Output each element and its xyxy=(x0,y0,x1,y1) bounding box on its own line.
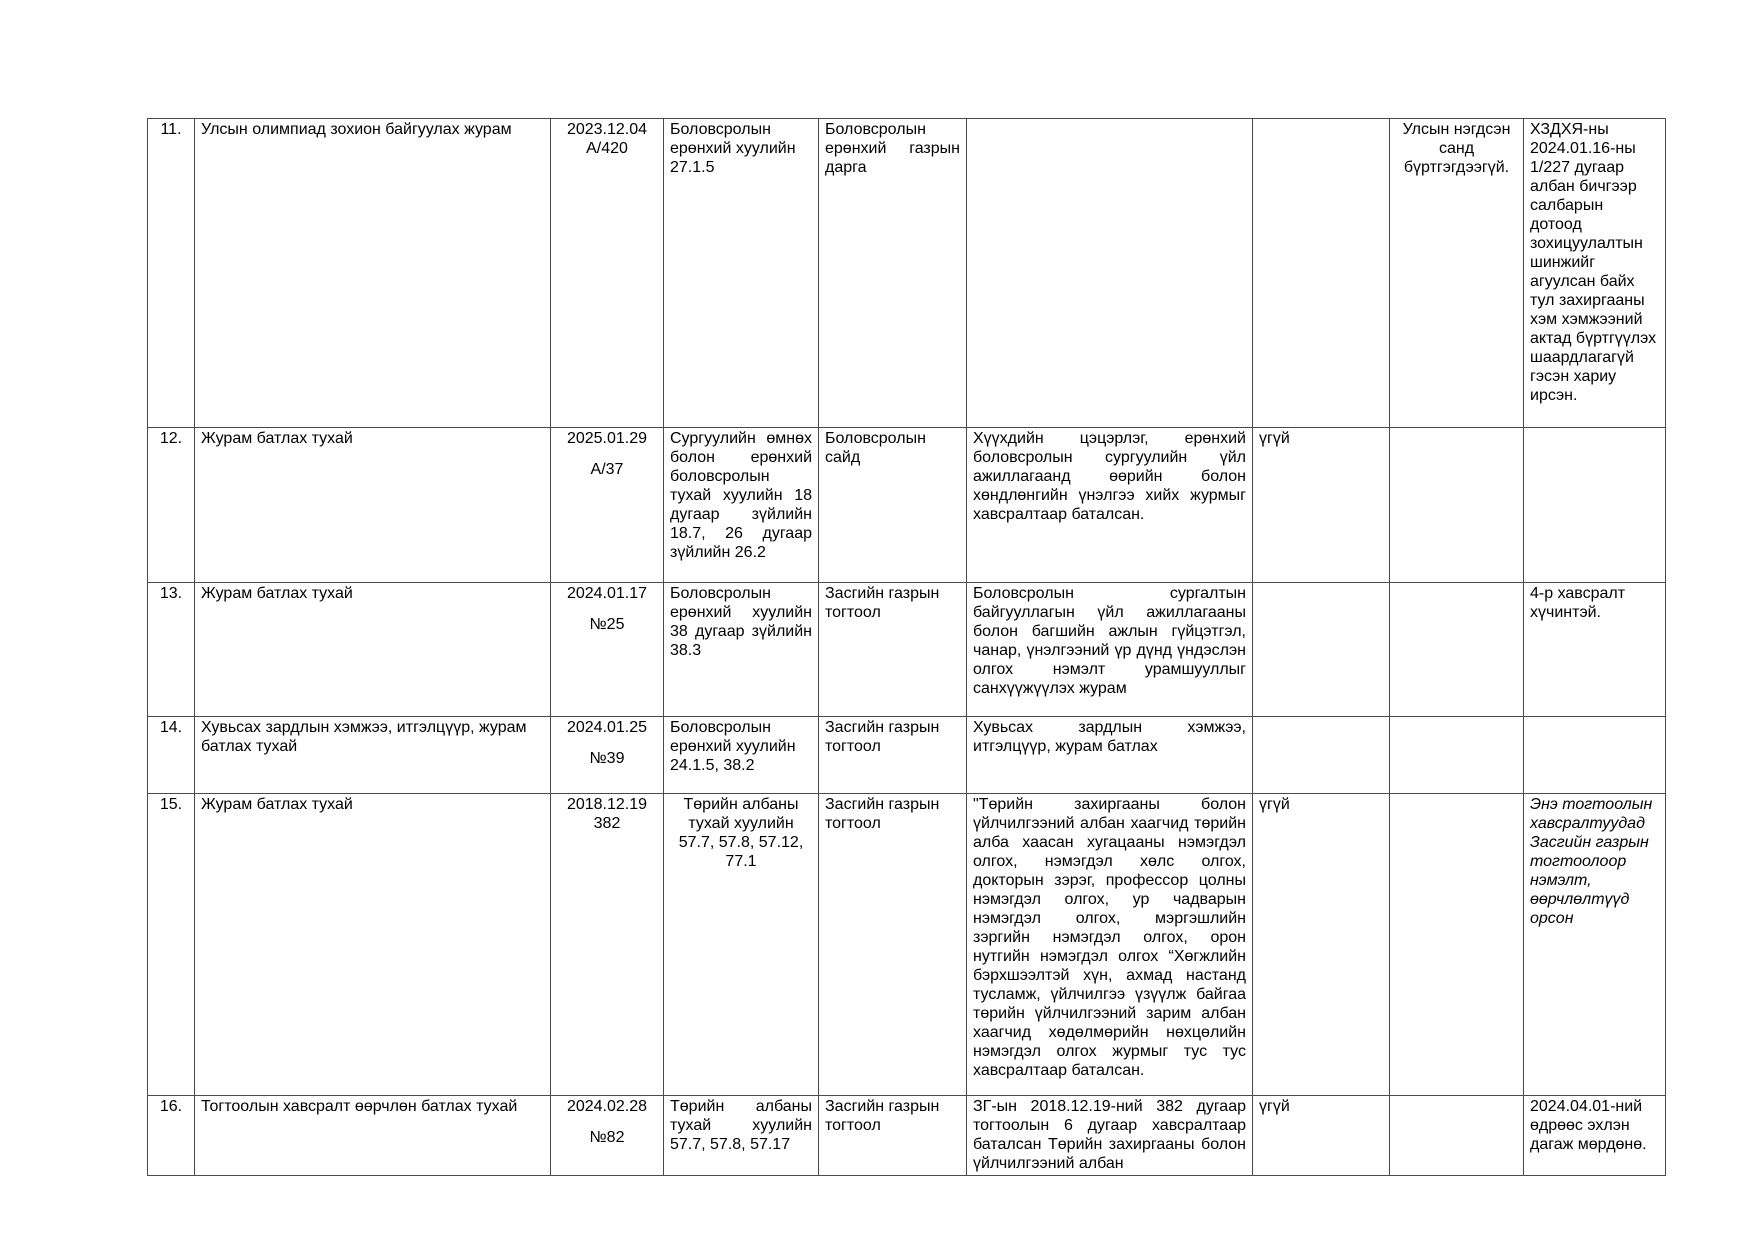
regulations-table xyxy=(147,118,1666,1176)
note: 2024.04.01-ний өдрөөс эхлэн дагаж мөрдөнө. xyxy=(1524,1096,1666,1176)
amended-status xyxy=(1253,717,1390,794)
issuer: Засгийн газрын тогтоол xyxy=(819,794,967,1096)
legal-basis: Боловсролын ерөнхий хуулийн 38 дугаар зүйлийн 38.3 xyxy=(664,583,819,717)
registry-status xyxy=(1390,1096,1524,1176)
registry-status xyxy=(1390,583,1524,717)
row-number: 16. xyxy=(148,1096,195,1176)
row-number: 14. xyxy=(148,717,195,794)
regulation-number: №25 xyxy=(589,616,625,633)
table-row xyxy=(148,119,1666,428)
registry-status xyxy=(1390,717,1524,794)
regulation-name: Журам батлах тухай xyxy=(195,583,551,717)
content: "Төрийн захиргааны болон үйлчилгээний албан хаагчид төрийн алба хаасан хугацааны нэмэгдэл олгох, нэмэгдэл хөлс олгох, докторын зэрэг, профессор цолны нэмэгдэл олгох, ур чадварын нэмэгдэл олгох, мэргэшлийн зэргийн нэмэгдэл олгох, орон нутгийн нэмэгдэл олгох “Хөгжлийн бэрхшээлтэй хүн, ахмад настанд тусламж, үйлчилгээ үзүүлж байгаа төрийн үйлчилгээний зарим албан хаагчид хөдөлмөрийн нөхцөлийн нэмэгдэл олгох журмыг тус тус хавсралтаар баталсан. xyxy=(967,794,1253,1096)
table-row xyxy=(148,583,1666,717)
regulation-number: А/420 xyxy=(586,140,628,157)
note: 4-р хавсралт хүчинтэй. xyxy=(1524,583,1666,717)
registry-status xyxy=(1390,428,1524,583)
legal-basis: Боловсролын ерөнхий хуулийн 24.1.5, 38.2 xyxy=(664,717,819,794)
date-number-cell xyxy=(551,119,664,428)
amended-status xyxy=(1253,583,1390,717)
regulation-date: 2018.12.19 xyxy=(566,796,648,813)
content-cell xyxy=(967,1096,1253,1176)
legal-basis: Боловсролын ерөнхий хуулийн 27.1.5 xyxy=(664,119,819,428)
regulation-date: 2024.01.25 xyxy=(566,719,648,736)
regulation-name: Тогтоолын хавсралт өөрчлөн батлах тухай xyxy=(195,1096,551,1176)
regulation-date: 2025.01.29 xyxy=(566,430,648,447)
amended-status: үгүй xyxy=(1253,428,1390,583)
content xyxy=(967,119,1253,428)
legal-basis: Төрийн албаны тухай хуулийн 57.7, 57.8, 57.12, 77.1 xyxy=(664,794,819,1096)
content: Хувьсах зардлын хэмжээ, итгэлцүүр, журам батлах xyxy=(967,717,1253,794)
date-number-cell xyxy=(551,428,664,583)
issuer: Боловсролын ерөнхий газрын дарга xyxy=(819,119,967,428)
registry-status: Улсын нэгдсэн санд бүртгэгдээгүй. xyxy=(1390,119,1524,428)
regulation-name: Журам батлах тухай xyxy=(195,428,551,583)
regulation-number: №39 xyxy=(589,750,625,767)
row-number: 12. xyxy=(148,428,195,583)
date-number-cell xyxy=(551,794,664,1096)
regulation-date: 2024.02.28 xyxy=(566,1098,648,1115)
regulation-name: Хувьсах зардлын хэмжээ, итгэлцүүр, журам батлах тухай xyxy=(195,717,551,794)
note xyxy=(1524,428,1666,583)
regulation-date: 2023.12.04 xyxy=(566,121,648,138)
note: Энэ тогтоолын хавсралтуудад Засгийн газрын тогтоолоор нэмэлт, өөрчлөлтүүд орсон xyxy=(1524,794,1666,1096)
table-row xyxy=(148,717,1666,794)
row-number: 15. xyxy=(148,794,195,1096)
regulation-number: №82 xyxy=(589,1129,625,1146)
registry-status xyxy=(1390,794,1524,1096)
date-number-cell xyxy=(551,583,664,717)
row-number: 11. xyxy=(148,119,195,428)
regulation-date: 2024.01.17 xyxy=(566,585,648,602)
date-number-cell xyxy=(551,717,664,794)
row-number: 13. xyxy=(148,583,195,717)
issuer: Боловсролын сайд xyxy=(819,428,967,583)
regulation-name: Журам батлах тухай xyxy=(195,794,551,1096)
content: Хүүхдийн цэцэрлэг, ерөнхий боловсролын сургуулийн үйл ажиллагаанд өөрийн болон хөндлөнгийн үнэлгээ хийх журмыг хавсралтаар баталсан. xyxy=(967,428,1253,583)
amended-status: үгүй xyxy=(1253,1096,1390,1176)
issuer: Засгийн газрын тогтоол xyxy=(819,717,967,794)
table-row xyxy=(148,794,1666,1096)
table-row xyxy=(148,1096,1666,1176)
regulation-name: Улсын олимпиад зохион байгуулах журам xyxy=(195,119,551,428)
regulation-number: А/37 xyxy=(590,461,624,478)
amended-status: үгүй xyxy=(1253,794,1390,1096)
legal-basis: Төрийн албаны тухай хуулийн 57.7, 57.8, 57.17 xyxy=(664,1096,819,1176)
content: Боловсролын сургалтын байгууллагын үйл ажиллагааны болон багшийн ажлын гүйцэтгэл, чанар, үнэлгээний үр дүнд үндэслэн олгох нэмэлт урамшууллыг санхүүжүүлэх журам xyxy=(967,583,1253,717)
issuer: Засгийн газрын тогтоол xyxy=(819,583,967,717)
date-number-cell xyxy=(551,1096,664,1176)
amended-status xyxy=(1253,119,1390,428)
note: ХЗДХЯ-ны 2024.01.16-ны 1/227 дугаар албан бичгээр салбарын дотоод зохицуулалтын шинжийг агуулсан байх тул захиргааны хэм хэмжээний актад бүртгүүлэх шаардлагагүй гэсэн хариу ирсэн. xyxy=(1524,119,1666,428)
note xyxy=(1524,717,1666,794)
table-row xyxy=(148,428,1666,583)
regulation-number: 382 xyxy=(593,815,621,832)
issuer: Засгийн газрын тогтоол xyxy=(819,1096,967,1176)
content: ЗГ-ын 2018.12.19-ний 382 дугаар тогтоолын 6 дугаар хавсралтаар баталсан Төрийн захиргааны болон үйлчилгээний албан xyxy=(973,1098,1246,1172)
legal-basis: Сургуулийн өмнөх болон ерөнхий боловсролын тухай хуулийн 18 дугаар зүйлийн 18.7, 26 дугаар зүйлийн 26.2 xyxy=(664,428,819,583)
